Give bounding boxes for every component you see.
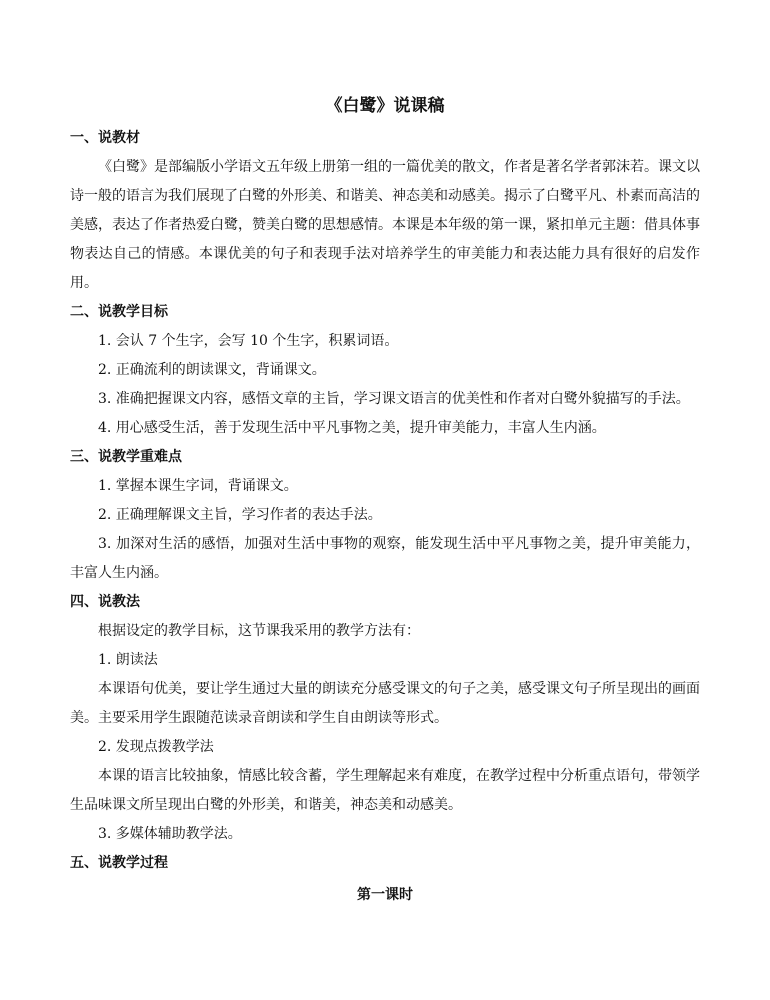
lesson-subtitle: 第一课时 (357, 887, 413, 903)
paragraph: 1. 朗读法 (98, 652, 158, 668)
section-heading: 一、说教材 (70, 130, 140, 146)
paragraph: 1. 掌握本课生字词，背诵课文。 (98, 478, 298, 494)
section-heading: 二、说教学目标 (70, 304, 168, 320)
paragraph: 3. 加深对生活的感悟，加强对生活中事物的观察，能发现生活中平凡事物之美，提升审美能力，丰富人生内涵。 (70, 536, 700, 581)
document-title: 《白鹭》说课稿 (325, 96, 445, 116)
document-page (70, 93, 700, 910)
paragraph: 本课语句优美，要让学生通过大量的朗读充分感受课文的句子之美，感受课文句子所呈现出的画面美。主要采用学生跟随范读录音朗读和学生自由朗读等形式。 (70, 681, 700, 726)
paragraph: 3. 多媒体辅助教学法。 (98, 826, 242, 842)
paragraph: 《白鹭》是部编版小学语文五年级上册第一组的一篇优美的散文，作者是著名学者郭沫若。课文以诗一般的语言为我们展现了白鹭的外形美、和谐美、神态美和动感美。揭示了白鹭平凡、朴素而高洁的美感，表达了作者热爱白鹭，赞美白鹭的思想感情。本课是本年级的第一课，紧扣单元主题：借具体事物表达自己的情感。本课优美的句子和表现手法对培养学生的审美能力和表达能力具有很好的启发作用。 (70, 159, 700, 291)
section-teaching-goals (70, 298, 700, 443)
paragraph: 本课的语言比较抽象，情感比较含蓄，学生理解起来有难度，在教学过程中分析重点语句，带领学生品味课文所呈现出白鹭的外形美，和谐美，神态美和动感美。 (70, 768, 700, 813)
section-textbook (70, 124, 700, 298)
paragraph: 2. 正确理解课文主旨，学习作者的表达手法。 (98, 507, 382, 523)
section-heading: 四、说教法 (70, 594, 140, 610)
section-heading: 三、说教学重难点 (70, 449, 182, 465)
paragraph: 2. 正确流利的朗读课文，背诵课文。 (98, 362, 326, 378)
paragraph: 1. 会认 7 个生字，会写 10 个生字，积累词语。 (98, 333, 399, 349)
section-heading: 五、说教学过程 (70, 855, 168, 871)
paragraph: 2. 发现点拨教学法 (98, 739, 214, 755)
section-teaching-methods (70, 588, 700, 849)
paragraph: 4. 用心感受生活，善于发现生活中平凡事物之美，提升审美能力，丰富人生内涵。 (98, 420, 606, 436)
paragraph: 3. 准确把握课文内容，感悟文章的主旨，学习课文语言的优美性和作者对白鹭外貌描写的手法。 (98, 391, 690, 407)
section-key-points (70, 443, 700, 588)
section-teaching-process (70, 849, 700, 910)
paragraph: 根据设定的教学目标，这节课我采用的教学方法有： (98, 623, 420, 639)
